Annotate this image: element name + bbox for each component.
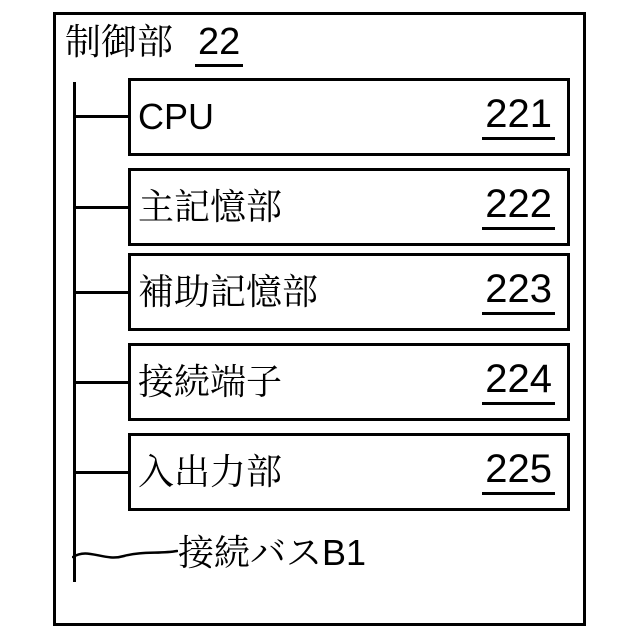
block-connection-terminal-ref: 224 bbox=[482, 359, 555, 405]
block-connection-terminal-label: 接続端子 bbox=[138, 361, 283, 402]
block-aux-memory-label: 補助記憶部 bbox=[138, 271, 319, 312]
block-aux-memory-ref: 223 bbox=[482, 269, 555, 315]
block-io-unit bbox=[128, 433, 570, 511]
bus-vertical-line bbox=[73, 82, 76, 582]
block-main-memory bbox=[128, 168, 570, 246]
block-cpu bbox=[128, 78, 570, 156]
block-io-unit-ref: 225 bbox=[482, 449, 555, 495]
block-cpu-ref: 221 bbox=[482, 94, 555, 140]
connector-line-connection-terminal bbox=[74, 381, 130, 384]
block-aux-memory bbox=[128, 253, 570, 331]
block-io-unit-label: 入出力部 bbox=[138, 451, 283, 492]
block-cpu-label: CPU bbox=[138, 96, 215, 137]
bus-label: 接続バスB1 bbox=[178, 532, 367, 573]
block-main-memory-label: 主記憶部 bbox=[138, 186, 283, 227]
block-main-memory-ref: 222 bbox=[482, 184, 555, 230]
control-unit-title bbox=[65, 22, 243, 67]
control-unit-ref: 22 bbox=[195, 23, 243, 67]
connector-line-main-memory bbox=[74, 206, 130, 209]
control-unit-label: 制御部 bbox=[65, 21, 174, 62]
block-connection-terminal bbox=[128, 343, 570, 421]
connector-line-aux-memory bbox=[74, 291, 130, 294]
bus-leader-squiggle-line bbox=[72, 544, 178, 564]
connector-line-io-unit bbox=[74, 471, 130, 474]
connector-line-cpu bbox=[74, 115, 130, 118]
